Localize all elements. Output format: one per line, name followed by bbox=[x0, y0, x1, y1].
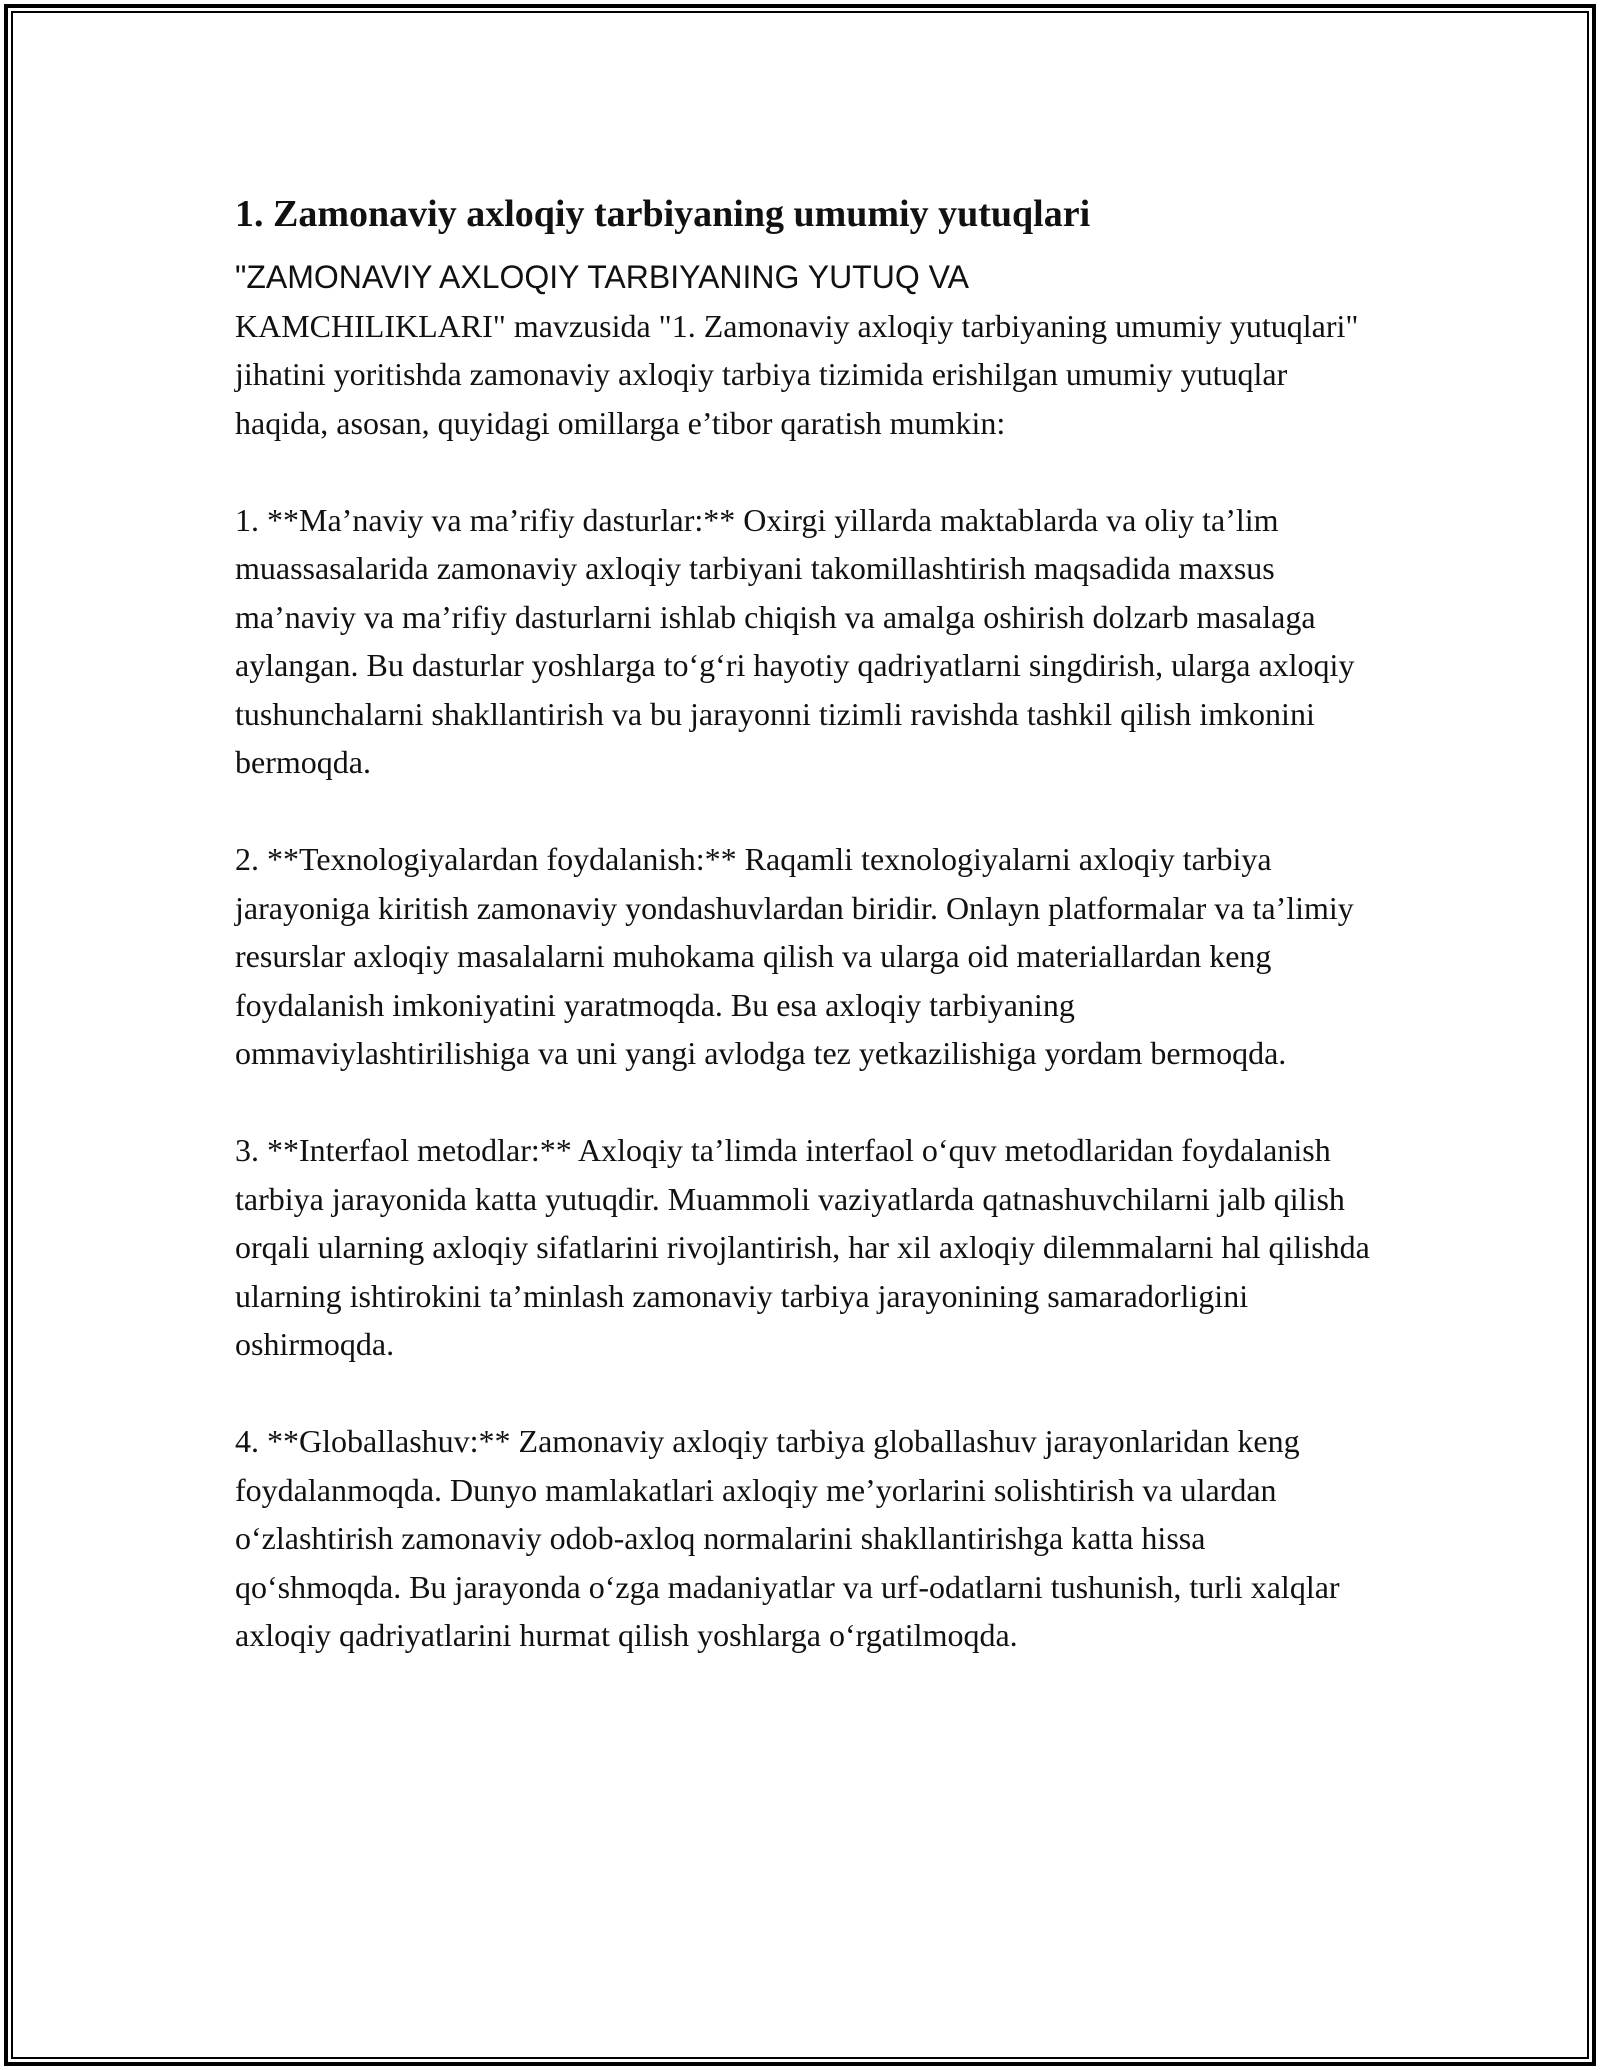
intro-paragraph bbox=[235, 253, 1375, 447]
document-body bbox=[235, 185, 1375, 1708]
document-heading: 1. Zamonaviy axloqiy tarbiyaning umumiy yutuqlari bbox=[235, 193, 1091, 235]
list-item-3: 3. **Interfaol metodlar:** Axloqiy ta’limda interfaol o‘quv metodlaridan foydalanish tarbiya jarayonida katta yutuqdir. Muammoli vaziyatlarda qatnashuvchilarni jalb qilish orqali ularning axloqiy sifatlarini rivojlantirish, har xil axloqiy dilemmalarni hal qilishda ularning ishtirokini ta’minlash zamonaviy tarbiya jarayonining samaradorligini oshirmoqda. bbox=[235, 1132, 1370, 1362]
list-item-4: 4. **Globallashuv:** Zamonaviy axloqiy tarbiya globallashuv jarayonlaridan keng foydalanmoqda. Dunyo mamlakatlari axloqiy me’yorlarini solishtirish va ulardan o‘zlashtirish zamonaviy odob-axloq normalarini shakllantirishga katta hissa qo‘shmoqda. Bu jarayonda o‘zga madaniyatlar va urf-odatlarni tushunish, turli xalqlar axloqiy qadriyatlarini hurmat qilish yoshlarga o‘rgatilmoqda. bbox=[235, 1423, 1340, 1653]
list-item-2: 2. **Texnologiyalardan foydalanish:** Raqamli texnologiyalarni axloqiy tarbiya jarayoniga kiritish zamonaviy yondashuvlardan biridir. Onlayn platformalar va ta’limiy resurslar axloqiy masalalarni muhokama qilish va ularga oid materiallardan keng foydalanish imkoniyatini yaratmoqda. Bu esa axloqiy tarbiyaning ommaviylashtirilishiga va uni yangi avlodga tez yetkazilishiga yordam bermoqda. bbox=[235, 841, 1354, 1071]
intro-text: KAMCHILIKLARI" mavzusida "1. Zamonaviy axloqiy tarbiyaning umumiy yutuqlari" jihatini yoritishda zamonaviy axloqiy tarbiya tizimida erishilgan umumiy yutuqlar haqida, asosan, quyidagi omillarga e’tibor qaratish mumkin: bbox=[235, 307, 1359, 441]
intro-line-1: "ZAMONAVIY AXLOQIY TARBIYANING YUTUQ VA bbox=[235, 259, 969, 295]
list-item-1: 1. **Ma’naviy va ma’rifiy dasturlar:** Oxirgi yillarda maktablarda va oliy ta’lim muassasalarida zamonaviy axloqiy tarbiyani takomillashtirish maqsadida maxsus ma’naviy va ma’rifiy dasturlarni ishlab chiqish va amalga oshirish dolzarb masalaga aylangan. Bu dasturlar yoshlarga to‘g‘ri hayotiy qadriyatlarni singdirish, ularga axloqiy tushunchalarni shakllantirish va bu jarayonni tizimli ravishda tashkil qilish imkonini bermoqda. bbox=[235, 501, 1355, 780]
